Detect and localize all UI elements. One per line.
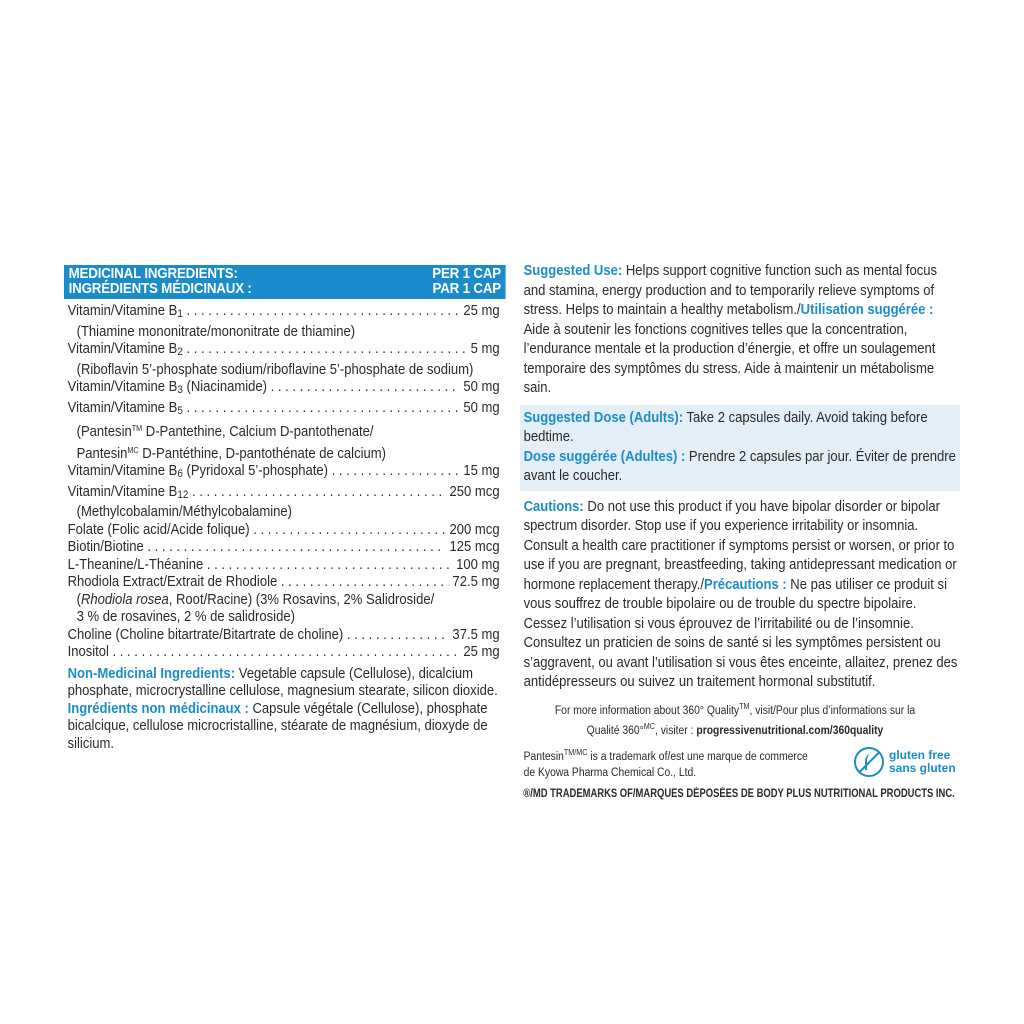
ingredients-column [64,265,505,753]
registered-trademarks-footer: ®/MD TRADEMARKS OF/MARQUES DÉPOSÉES DE BODY PLUS NUTRITIONAL PRODUCTS INC. [523,787,955,800]
more-info: For more information about 360° Quality™, visit/Pour plus d’informations sur la Qualité 360°$^{MC}$, visiter : progressivenutritional.com/360quality [554,701,916,737]
suggested-use: Suggested Use: Helps support cognitive function such as mental focus and stamina, energy production and to temporarily relieve symptoms of stress. Helps to maintain a healthy metabolism./Utilisation suggérée : Aide à soutenir les fonctions cognitives telles que la concentration, l’endurance mentale et la production d’énergie, et offre un soulagement temporaire des symptômes du stress. Aide à maintenir un métabolisme sain. [523,263,938,396]
ingredient-row-rhodiola: Rhodiola Extract/Extrait de Rhodiole . . . 72.5 mg [64,574,500,592]
cautions: Cautions: Do not use this product if you have bipolar disorder or bipolar spectrum disorder. Stop use if you experience irritability or insomnia. Consult a health care practitioner if symptoms persist or worsen, or prior to use if you are pregnant, breastfeeding, taking antidepressant medication or hormone replacement therapy./Précautions : Ne pas utiliser ce produit si vous souffrez de trouble bipolaire ou de trouble du spectre bipolaire. Cessez l’utilisation si vous éprouvez de l’irritabilité ou de l’insomnie. Consultez un praticien de soins de santé si les symptômes persistent ou s’aggravent, ou avant l’utilisation si vous êtes enceinte, allaitez, prenez des antidépresseurs ou suivez un traitement hormonal substitutif. [523,498,958,690]
ingredient-row-folate: Folate (Folic acid/Acide folique) . . . 200 mcg [64,522,500,540]
header-per-cap-en: PER 1 CAP [432,266,501,282]
ingredient-detail: 3 % de rosavines, 2 % de salidroside) [76,609,295,625]
ingredient-row-inositol: Inositol . . . 25 mg [64,644,500,662]
ingredient-row-theanine: L-Theanine/L-Théanine . . . 100 mg [64,557,500,575]
ingredients-header [64,265,506,299]
trademark-notice: Pantesin$^{TM/MC}$ is a trademark of/est une marque de commerce de Kyowa Pharma Chemical Co., Ltd. [523,747,808,779]
ingredient-row-b5: Vitamin/Vitamine $B_5$ . . . 50 mg [64,400,500,421]
quality-url[interactable]: progressivenutritional.com/360quality [696,724,884,737]
directions-column [520,262,960,801]
trademark-row [520,745,960,781]
header-per-cap-fr: PAR 1 CAP [432,281,501,297]
ingredient-row-b3: Vitamin/Vitamine $B_3$ (Niacinamide) . . . 50 mg [64,379,500,400]
ingredient-row-b2: Vitamin/Vitamine $B_2$ . . . 5 mg [64,341,500,362]
ingredient-detail: (Methylcobalamin/Méthylcobalamine) [76,504,293,520]
header-title-fr: INGRÉDIENTS MÉDICINAUX : [68,281,252,297]
ingredient-detail: (Rhodiola rosea, Root/Racine) (3% Rosavins, 2% Salidroside/ [76,591,435,608]
ingredient-row-b1: Vitamin/Vitamine $B_1$ . . . 25 mg [64,303,500,324]
suggested-dose-box [520,405,960,491]
non-medicinal-label-en: Non-Medicinal Ingredients: [67,665,236,682]
gluten-free-label-en: gluten free [889,747,951,762]
ingredient-row-biotin: Biotin/Biotine . . . 125 mcg [64,539,500,557]
ingredient-row-choline: Choline (Choline bitartrate/Bitartrate de choline) . . . 37.5 mg [64,627,500,645]
gluten-free-icon [854,747,884,777]
ingredient-detail: Pantesin$^{MC}$ D-Pantéthine, D-pantothénate de calcium) [76,445,386,462]
suggested-dose: Suggested Dose (Adults): Take 2 capsules daily. Avoid taking before bedtime. Dose suggérée (Adultes) : Prendre 2 capsules par jour. Éviter de prendre avant le coucher. [523,409,956,484]
ingredient-list [64,303,505,662]
non-medicinal-ingredients: Non-Medicinal Ingredients: Vegetable capsule (Cellulose), dicalcium phosphate, microcrystalline cellulose, magnesium stearate, silicon dioxide. Ingrédients non médicinaux : Capsule végétale (Cellulose), phosphate bicalcique, cellulose microcristalline, stéarate de magnésium, dioxyde de silicium. [67,665,498,752]
ingredient-detail: (Thiamine mononitrate/mononitrate de thiamine) [76,323,356,340]
gluten-free-badge [854,747,956,777]
gluten-free-label-fr: sans gluten [889,760,956,775]
ingredient-row-b6: Vitamin/Vitamine $B_6$ (Pyridoxal 5’-phosphate) . . . 15 mg [64,463,500,484]
header-title-en: MEDICINAL INGREDIENTS: [68,266,238,282]
ingredient-detail: (Pantesin™ D-Pantethine, Calcium D-pantothenate/ [76,424,374,440]
non-medicinal-label-fr: Ingrédients non médicinaux : [67,700,249,717]
ingredient-detail: (Riboflavin 5’-phosphate sodium/riboflavine 5’-phosphate de sodium) [76,361,474,378]
ingredient-row-b12: Vitamin/Vitamine $B_{12}$ . . . 250 mcg [64,484,500,505]
